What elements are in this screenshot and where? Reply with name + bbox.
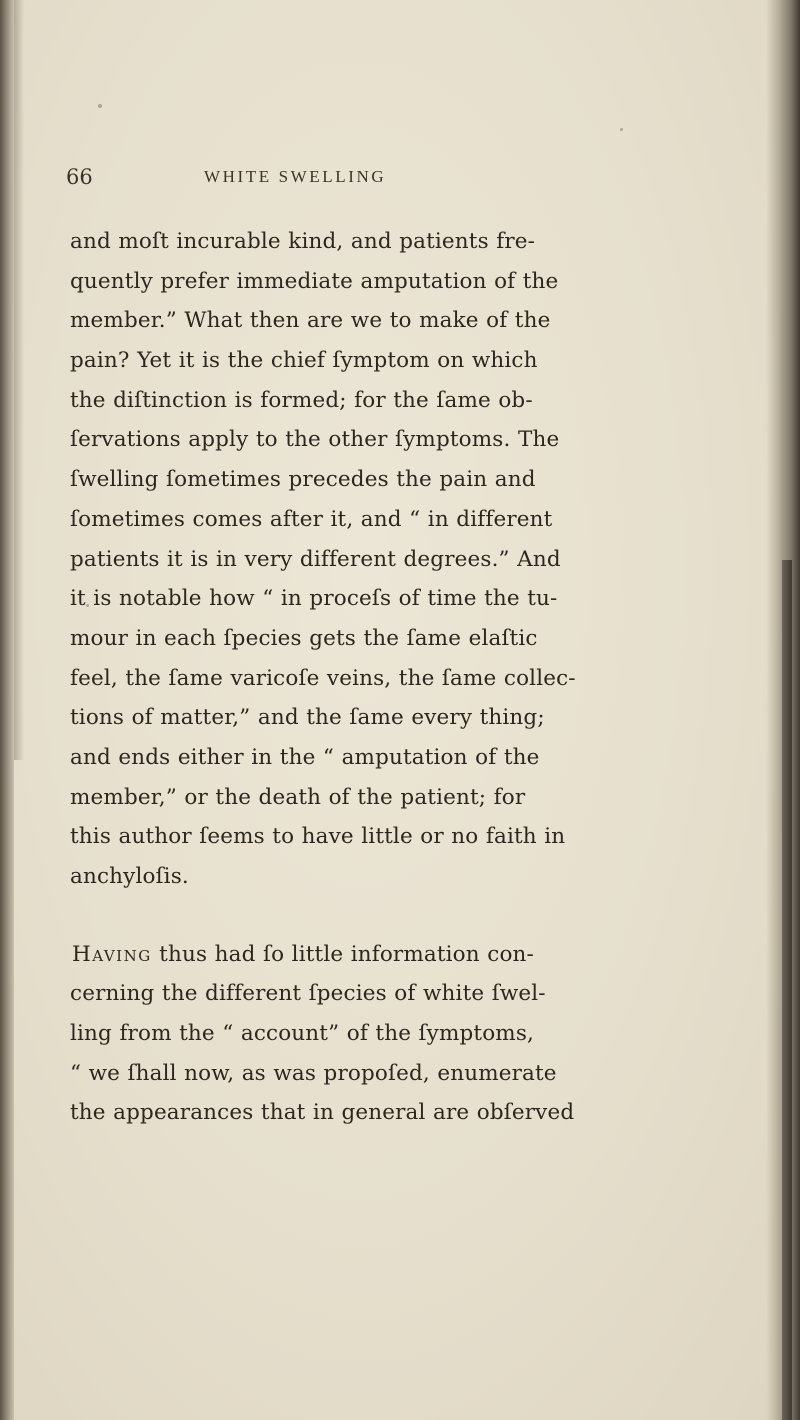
text-line: ling from the “ account” of the ſymptoms, bbox=[70, 1021, 534, 1047]
text-line: this author ſeems to have little or no faith in bbox=[70, 824, 566, 850]
body-text bbox=[70, 222, 758, 1133]
text-line: feel, the ſame varicoſe veins, the ſame collec- bbox=[70, 665, 576, 691]
text-line: quently prefer immediate amputation of the bbox=[70, 268, 559, 294]
text-line: the diſtinction is formed; for the ſame ob- bbox=[70, 387, 533, 413]
paper-speck bbox=[620, 128, 623, 131]
text-line: pain? Yet it is the chief ſymptom on which bbox=[70, 348, 538, 374]
page-binding-gradient bbox=[14, 0, 24, 760]
paper-speck bbox=[98, 104, 102, 108]
text-line: cerning the different ſpecies of white ſwel- bbox=[70, 981, 546, 1007]
text-line: the appearances that in general are obſerved bbox=[70, 1100, 575, 1126]
text-line: ſwelling ſometimes precedes the pain and bbox=[70, 467, 536, 493]
text-line: and ends either in the “ amputation of the bbox=[70, 744, 540, 770]
page-header bbox=[66, 165, 746, 205]
text-line: tions of matter,” and the ſame every thing; bbox=[70, 705, 545, 731]
first-line-rest: thus had ſo little information con- bbox=[151, 941, 534, 967]
text-line: member.” What then are we to make of the bbox=[70, 308, 551, 334]
text-line: “ we ſhall now, as was propoſed, enumerate bbox=[70, 1060, 557, 1086]
text-line: member,” or the death of the patient; for bbox=[70, 784, 526, 810]
page-number: 66 bbox=[66, 165, 93, 189]
running-head: WHITE SWELLING bbox=[204, 167, 387, 186]
paragraph-first-line bbox=[70, 935, 758, 975]
small-caps-opening-word: Having bbox=[72, 941, 152, 967]
page-binding-shadow bbox=[0, 0, 14, 1420]
page-edge-dark bbox=[782, 560, 792, 1420]
text-line: ſervations apply to the other ſymptoms. The bbox=[70, 427, 560, 453]
text-line: anchyloſis. bbox=[70, 864, 189, 889]
text-line: mour in each ſpecies gets the ſame elaſtic bbox=[70, 625, 538, 651]
text-line: patients it is in very different degrees.” And bbox=[70, 546, 561, 572]
text-line: ſometimes comes after it, and “ in different bbox=[70, 506, 553, 532]
text-line: it is notable how “ in proceſs of time the tu- bbox=[70, 586, 558, 612]
text-line: and moſt incurable kind, and patients fre- bbox=[70, 229, 536, 254]
